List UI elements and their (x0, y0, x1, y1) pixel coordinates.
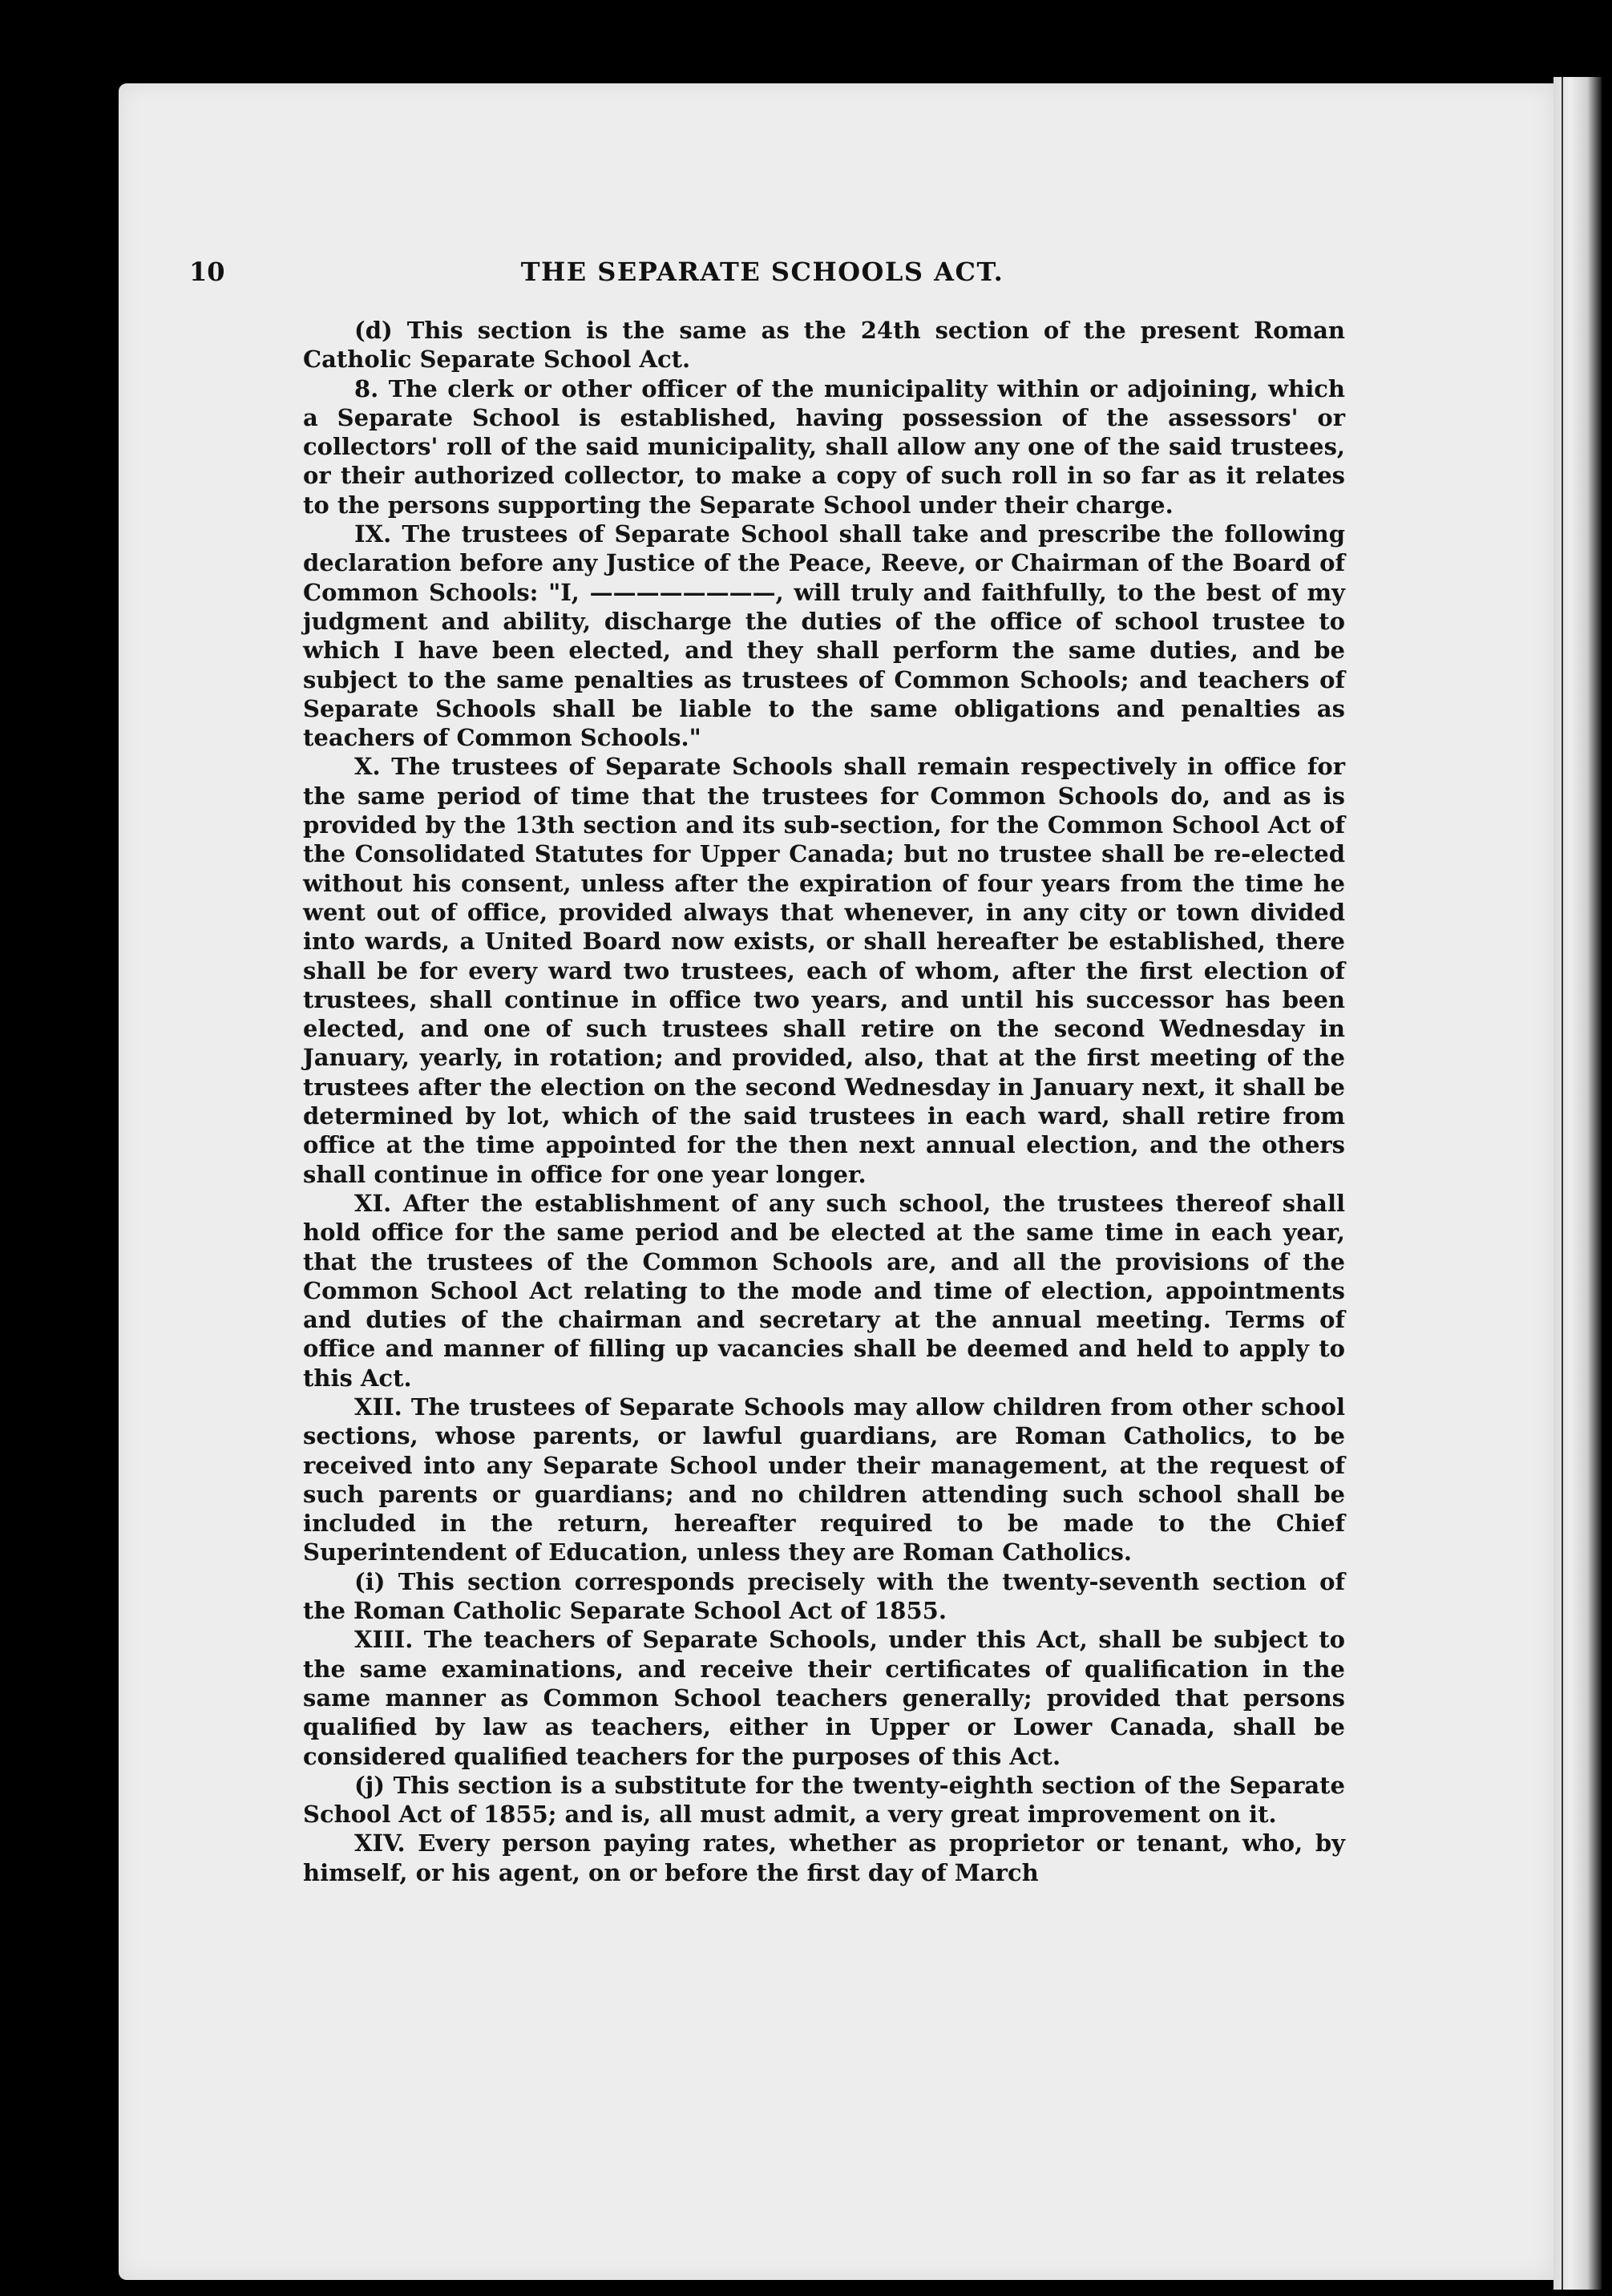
paragraph-section-xi: XI. After the establishment of any such school, the trustees thereof shall hold office for the same period and be elected at the same time in each year, that the trustees of the Common Schools are, and all the provisions of the Common School Act relating to the mode and time of election, appointments and duties of the chairman and secretary at the annual meeting. Terms of office and manner of filling up vacancies shall be deemed and held to apply to this Act. (303, 1189, 1345, 1392)
paragraph-note-i: (i) This section corresponds precisely with the twenty-seventh section of the Roman Catholic Separate School Act of 1855. (303, 1567, 1345, 1625)
paragraph-note-j: (j) This section is a substitute for the twenty-eighth section of the Separate School Act of 1855; and is, all must admit, a very great improvement on it. (303, 1771, 1345, 1829)
page-number: 10 (189, 257, 225, 287)
paragraph-section-xiii: XIII. The teachers of Separate Schools, under this Act, shall be subject to the same examinations, and receive their certificates of qualification in the same manner as Common School teachers generally; provided that persons qualified by law as teachers, either in Upper or Lower Canada, shall be considered qualified teachers for the purposes of this Act. (303, 1626, 1345, 1770)
paragraph-section-ix: IX. The trustees of Separate School shall take and prescribe the following declaration before any Justice of the Peace, Reeve, or Chairman of the Board of Common Schools: "I, ————————, will truly and faithfully, to the best of my judgment and ability, discharge the duties of the office of school trustee to which I have been elected, and they shall perform the same duties, and be subject to the same penalties as trustees of Common Schools; and teachers of Separate Schools shall be liable to the same obligations and penalties as teachers of Common Schools." (303, 520, 1345, 752)
paragraph-note-d: (d) This section is the same as the 24th section of the present Roman Catholic Separate School Act. (303, 317, 1345, 374)
running-title: THE SEPARATE SCHOOLS ACT. (520, 257, 1004, 287)
paragraph-section-8: 8. The clerk or other officer of the municipality within or adjoining, which a Separate School is established, having possession of the assessors' or collectors' roll of the said municipality, shall allow any one of the said trustees, or their authorized collector, to make a copy of such roll in so far as it relates to the persons supporting the Separate School under their charge. (303, 374, 1345, 519)
running-head (189, 257, 1335, 289)
facing-page-edge (1553, 77, 1602, 2290)
paragraph-section-xiv: XIV. Every person paying rates, whether as proprietor or tenant, who, by himself, or his agent, on or before the first day of March (303, 1829, 1345, 1886)
gutter-line (1561, 77, 1563, 2290)
paragraph-section-xii: XII. The trustees of Separate Schools may allow children from other school sections, whose parents, or lawful guardians, are Roman Catholics, to be received into any Separate School under their management, at the request of such parents or guardians; and no children attending such school shall be included in the return, hereafter required to be made to the Chief Superintendent of Education, unless they are Roman Catholics. (303, 1393, 1345, 1566)
body-text (303, 316, 1345, 1887)
paragraph-section-x: X. The trustees of Separate Schools shall remain respectively in office for the same period of time that the trustees for Common Schools do, and as is provided by the 13th section and its sub-section, for the Common School Act of the Consolidated Statutes for Upper Canada; but no trustee shall be re-elected without his consent, unless after the expiration of four years from the time he went out of office, provided always that whenever, in any city or town divided into wards, a United Board now exists, or shall hereafter be established, there shall be for every ward two trustees, each of whom, after the first election of trustees, shall continue in office two years, and until his successor has been elected, and one of such trustees shall retire on the second Wednesday in January, yearly, in rotation; and provided, also, that at the first meeting of the trustees after the election on the second Wednesday in January next, it shall be determined by lot, which of the said trustees in each ward, shall retire from office at the time appointed for the then next annual election, and the others shall continue in office for one year longer. (303, 753, 1345, 1188)
